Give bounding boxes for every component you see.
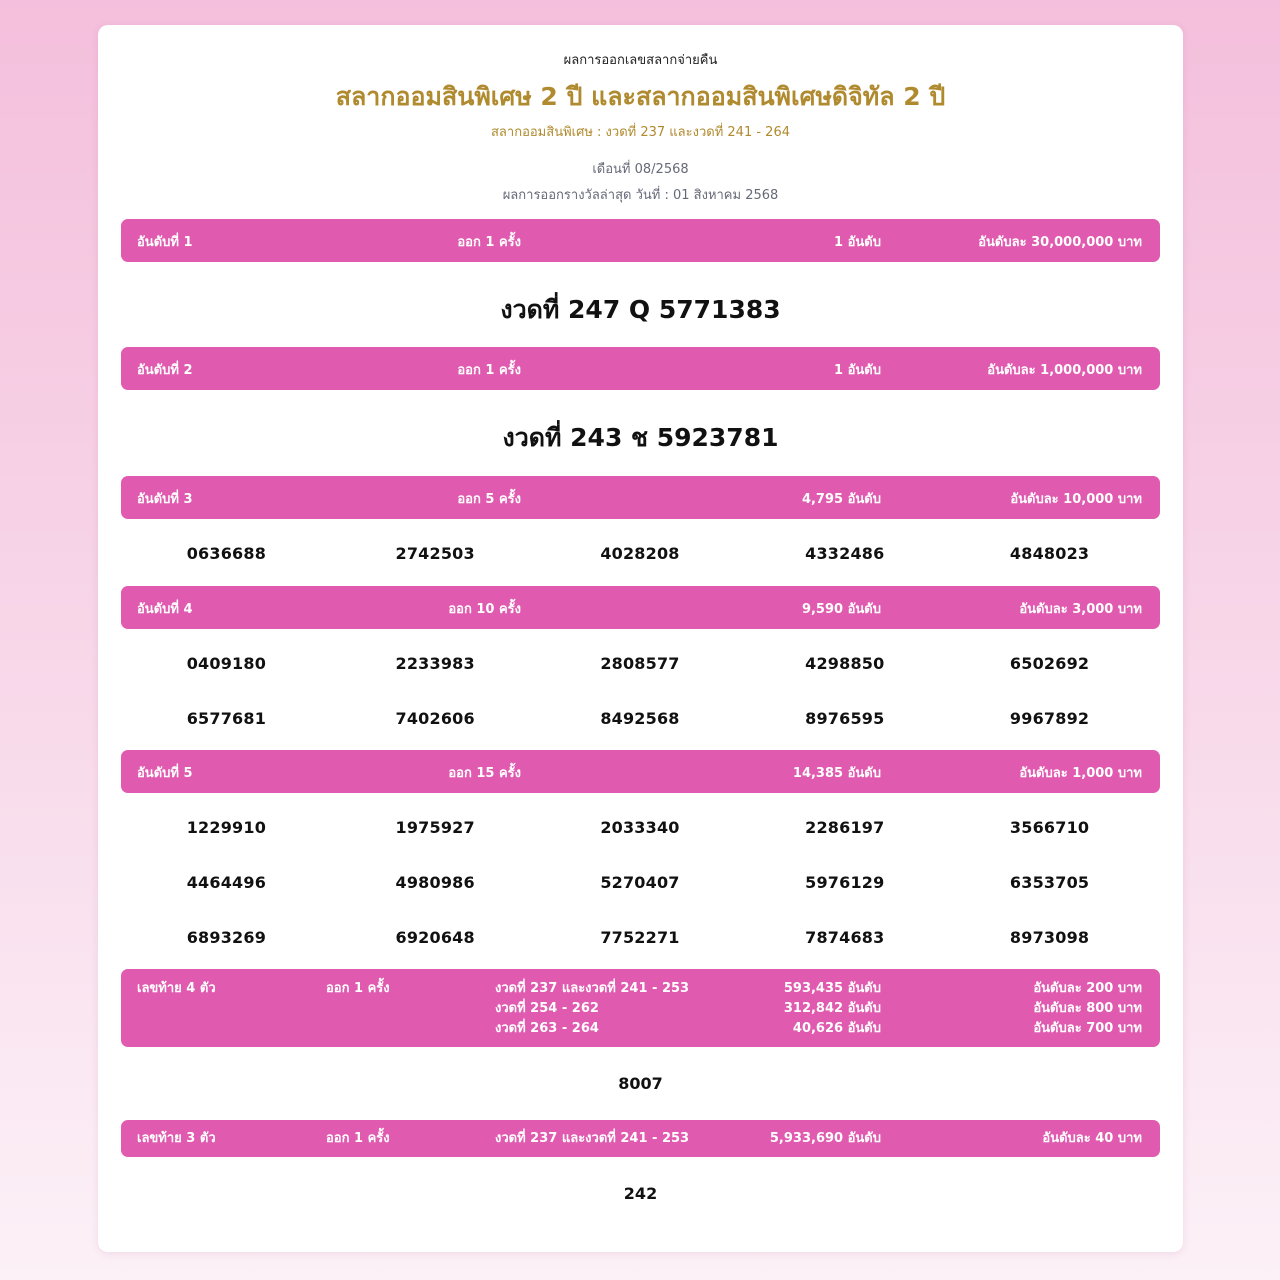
prize-times: ออก 5 ครั้ง: [457, 492, 521, 507]
prize-amount: อันดับละ 10,000 บาท: [1010, 492, 1142, 507]
prize-count: 593,435 อันดับ: [783, 981, 881, 996]
prize-number: 6577681: [186, 709, 267, 728]
month-label: เดือนที่ 08/2568: [592, 162, 689, 177]
prize-number: 6920648: [395, 928, 475, 947]
prize-2-result: งวดที่ 243 ช 5923781: [502, 423, 779, 452]
prize-number: 7874683: [805, 928, 885, 947]
last3-range: งวดที่ 237 และงวดที่ 241 - 253: [495, 1131, 690, 1146]
page-subtitle: ผลการออกเลขสลากจ่ายคืน: [563, 53, 718, 68]
last4-counts: [784, 979, 881, 1039]
prize-number: 0636688: [186, 544, 267, 563]
prize-5-header: [121, 750, 1160, 793]
prize-4-header: [121, 586, 1160, 629]
prize-count: 14,385 อันดับ: [792, 766, 881, 781]
last3-amount: อันดับละ 40 บาท: [1042, 1131, 1142, 1146]
results-card: [98, 25, 1183, 1252]
prize-3-header: [121, 476, 1160, 519]
prize-rank: อันดับที่ 5: [137, 766, 193, 781]
prize-number: 1229910: [186, 818, 267, 837]
prize-count: 1 อันดับ: [834, 363, 881, 378]
prize-rank: อันดับที่ 1: [137, 235, 193, 250]
prize-number: 7752271: [600, 928, 680, 947]
prize-5-numbers: [128, 800, 1152, 965]
last4-amounts: [1033, 979, 1142, 1039]
prize-1-header: [121, 219, 1160, 262]
prize-number: 2286197: [805, 818, 885, 837]
prize-number: 3566710: [1009, 818, 1090, 837]
prize-count: 4,795 อันดับ: [801, 492, 881, 507]
prize-3-numbers: [128, 526, 1152, 581]
draw-range-info: สลากออมสินพิเศษ : งวดที่ 237 และงวดที่ 241 - 264: [491, 125, 790, 140]
prize-number: 2033340: [600, 818, 680, 837]
prize-number: 8492568: [600, 709, 680, 728]
prize-count: 1 อันดับ: [834, 235, 881, 250]
last4-label: เลขท้าย 4 ตัว: [137, 981, 216, 996]
prize-number: 5976129: [805, 873, 885, 892]
prize-number: 4332486: [805, 544, 885, 563]
prize-number: 9967892: [1009, 709, 1090, 728]
prize-amount: อันดับละ 1,000 บาท: [1019, 766, 1142, 781]
prize-amount: อันดับละ 800 บาท: [1033, 1001, 1142, 1016]
prize-rank: อันดับที่ 2: [137, 363, 193, 378]
prize-number: 4464496: [186, 873, 267, 892]
draw-range: งวดที่ 237 และงวดที่ 241 - 253: [495, 981, 690, 996]
last4-header: [121, 969, 1160, 1047]
prize-number: 8976595: [805, 709, 885, 728]
prize-times: ออก 1 ครั้ง: [457, 363, 521, 378]
prize-number: 7402606: [395, 709, 475, 728]
prize-amount: อันดับละ 200 บาท: [1033, 981, 1142, 996]
prize-times: ออก 15 ครั้ง: [448, 766, 521, 781]
prize-number: 0409180: [186, 654, 267, 673]
last4-ranges: [495, 979, 689, 1039]
prize-number: 4028208: [600, 544, 680, 563]
last3-header: [121, 1120, 1160, 1157]
prize-count: 312,842 อันดับ: [783, 1001, 881, 1016]
prize-number: 4980986: [395, 873, 475, 892]
prize-times: ออก 10 ครั้ง: [448, 602, 521, 617]
draw-range: งวดที่ 254 - 262: [495, 1001, 599, 1016]
prize-number: 4848023: [1009, 544, 1090, 563]
prize-number: 2742503: [395, 544, 475, 563]
prize-amount: อันดับละ 700 บาท: [1033, 1021, 1142, 1036]
prize-amount: อันดับละ 1,000,000 บาท: [987, 363, 1142, 378]
prize-rank: อันดับที่ 3: [137, 492, 193, 507]
prize-number: 6502692: [1009, 654, 1090, 673]
prize-number: 5270407: [600, 873, 680, 892]
prize-times: ออก 1 ครั้ง: [457, 235, 521, 250]
prize-count: 40,626 อันดับ: [792, 1021, 881, 1036]
prize-2-header: [121, 347, 1160, 390]
prize-amount: อันดับละ 3,000 บาท: [1019, 602, 1142, 617]
last3-label: เลขท้าย 3 ตัว: [137, 1131, 216, 1146]
prize-number: 6893269: [186, 928, 267, 947]
prize-number: 8973098: [1009, 928, 1090, 947]
prize-number: 4298850: [805, 654, 885, 673]
last3-times: ออก 1 ครั้ง: [326, 1131, 390, 1146]
last4-number: 8007: [618, 1074, 663, 1093]
prize-number: 2808577: [600, 654, 680, 673]
prize-rank: อันดับที่ 4: [137, 602, 193, 617]
prize-count: 9,590 อันดับ: [801, 602, 881, 617]
prize-amount: อันดับละ 30,000,000 บาท: [978, 235, 1142, 250]
draw-range: งวดที่ 263 - 264: [495, 1021, 599, 1036]
draw-date: ผลการออกรางวัลล่าสุด วันที่ : 01 สิงหาคม 2568: [502, 188, 779, 203]
prize-number: 1975927: [395, 818, 475, 837]
last4-times: ออก 1 ครั้ง: [326, 981, 390, 996]
page-title: สลากออมสินพิเศษ 2 ปี และสลากออมสินพิเศษดิจิทัล 2 ปี: [335, 82, 946, 111]
last3-count: 5,933,690 อันดับ: [769, 1131, 881, 1146]
prize-number: 2233983: [395, 654, 475, 673]
prize-4-numbers: [128, 636, 1152, 746]
prize-1-result: งวดที่ 247 Q 5771383: [500, 295, 781, 324]
last3-number: 242: [623, 1184, 658, 1203]
prize-number: 6353705: [1009, 873, 1090, 892]
